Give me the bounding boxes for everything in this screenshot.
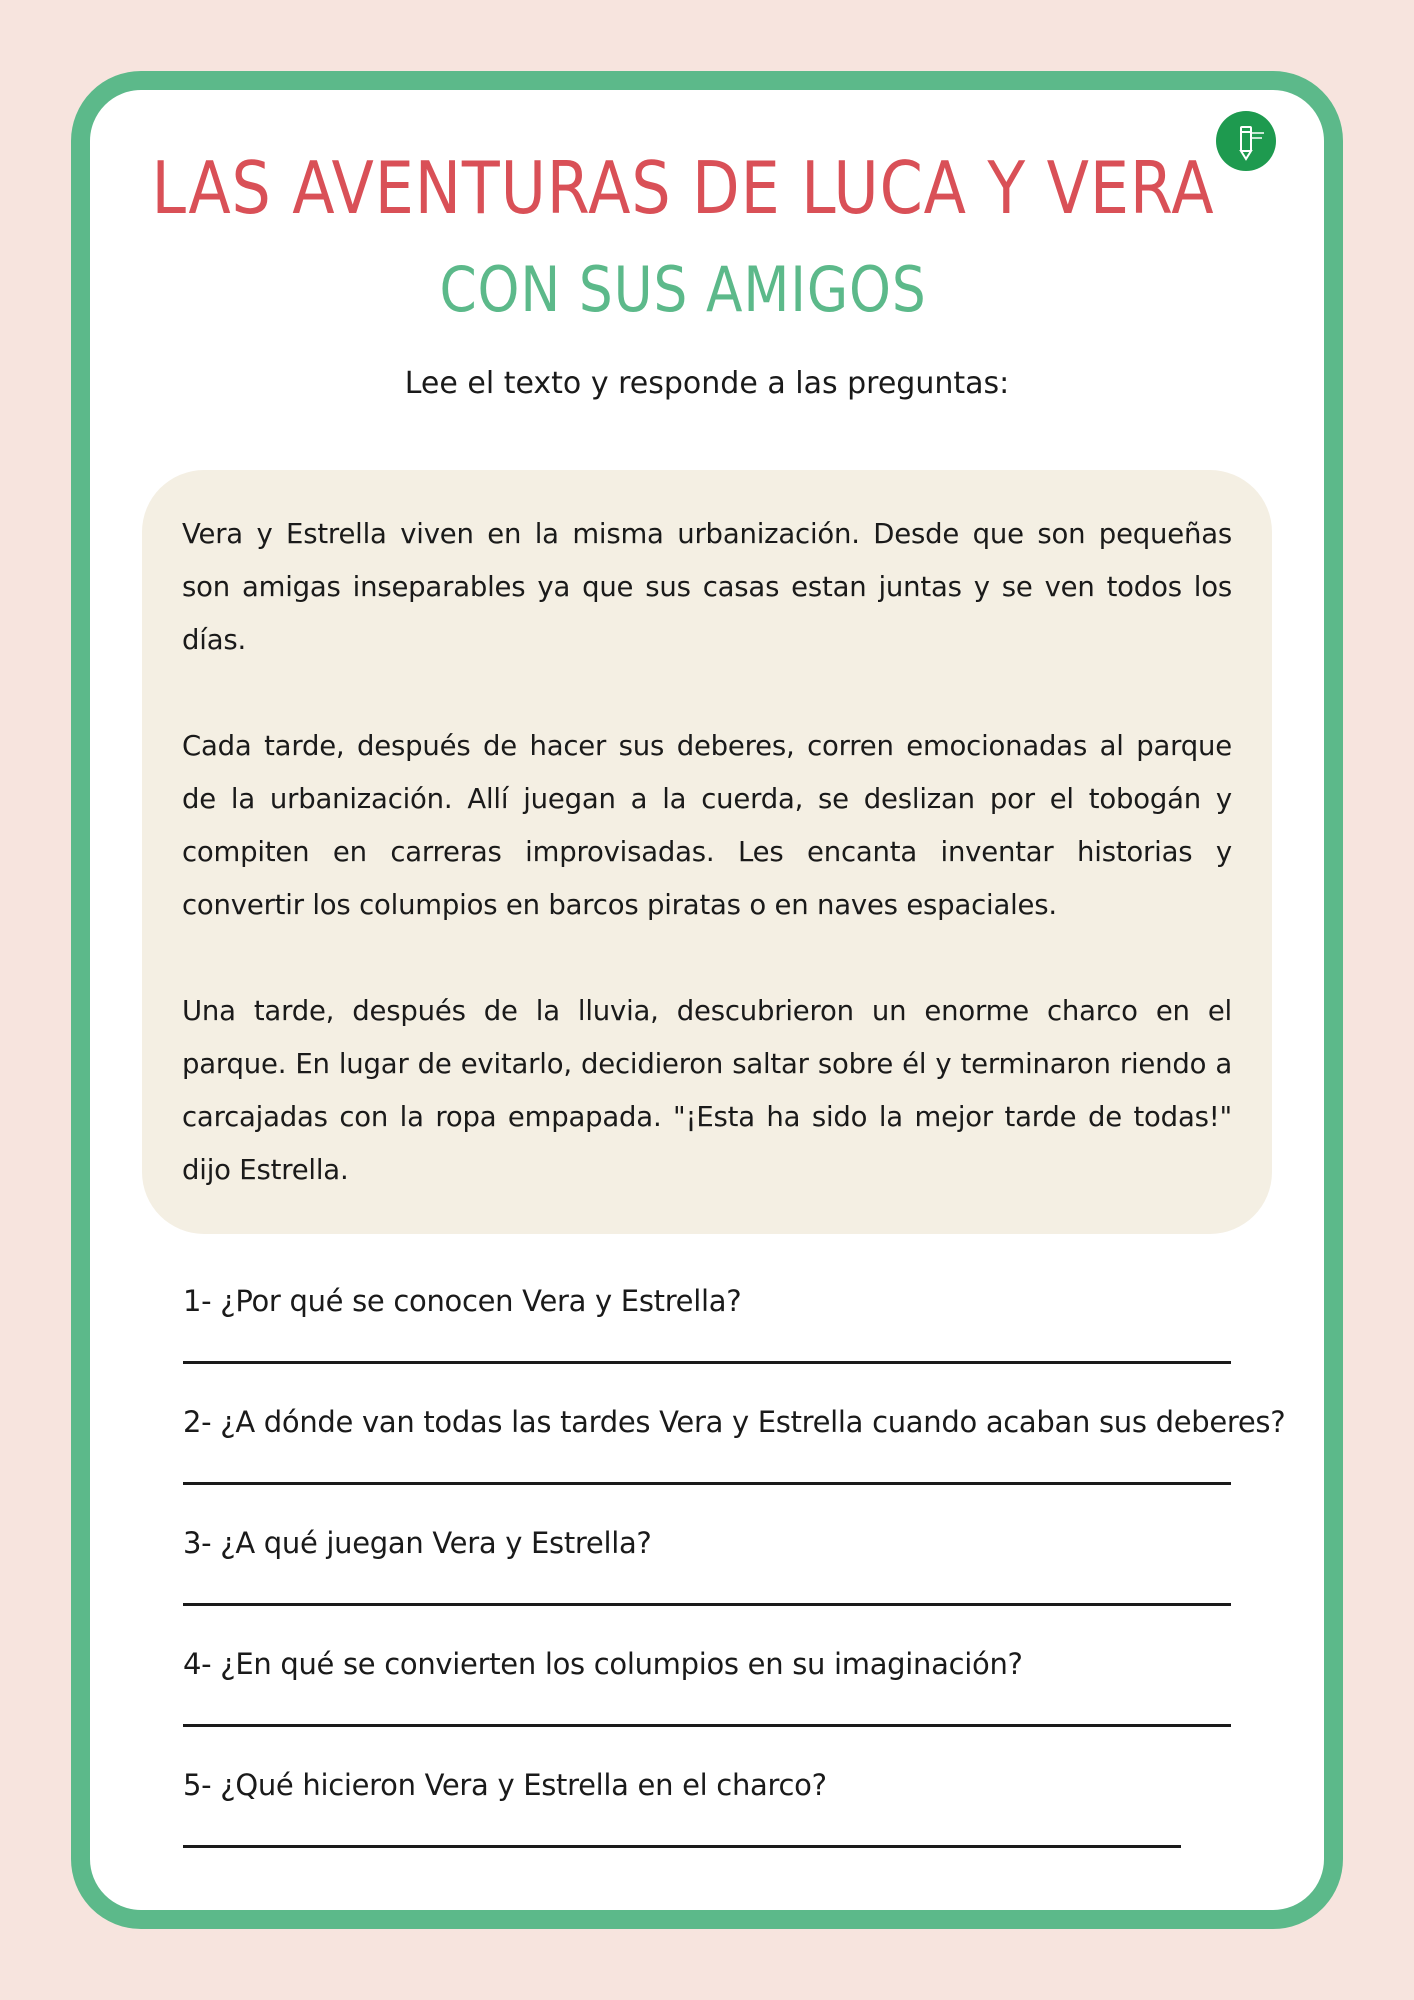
question-text: 1- ¿Por qué se conocen Vera y Estrella? — [183, 1284, 742, 1318]
answer-line[interactable] — [183, 1482, 1231, 1485]
question-text: 4- ¿En qué se convierten los columpios en su imaginación? — [183, 1647, 1023, 1681]
page-title: LAS AVENTURAS DE LUCA Y VERA — [151, 146, 1215, 230]
passage-paragraph-3: Una tarde, después de la lluvia, descubrieron un enorme charco en el parque. En lugar de evitarlo, decidieron saltar sobre él y terminaron riendo a carcajadas con la ropa empapada. "¡Esta ha sido la mejor tarde de todas!" dijo Estrella. — [182, 995, 1232, 1186]
passage-paragraph-2: Cada tarde, después de hacer sus deberes, corren emocionadas al parque de la urbanización. Allí juegan a la cuerda, se deslizan por el tobogán y compiten en carreras improvisadas. Les encanta inventar historias y convertir los columpios en barcos piratas o en naves espaciales. — [182, 730, 1232, 921]
question-text: 5- ¿Qué hicieron Vera y Estrella en el charco? — [183, 1768, 827, 1802]
passage-paragraph-1: Vera y Estrella viven en la misma urbanización. Desde que son pequeñas son amigas inseparables ya que sus casas estan juntas y se ven todos los días. — [182, 518, 1232, 656]
answer-line[interactable] — [183, 1845, 1181, 1848]
answer-line[interactable] — [183, 1361, 1231, 1364]
answer-line[interactable] — [183, 1724, 1231, 1727]
answer-line[interactable] — [183, 1603, 1231, 1606]
reading-passage — [142, 470, 1272, 1234]
page-subtitle: CON SUS AMIGOS — [439, 253, 927, 326]
question-text: 2- ¿A dónde van todas las tardes Vera y Estrella cuando acaban sus deberes? — [183, 1405, 1286, 1439]
question-item-3 — [183, 1518, 1231, 1639]
question-text: 3- ¿A qué juegan Vera y Estrella? — [183, 1526, 652, 1560]
question-item-4 — [183, 1639, 1231, 1760]
question-item-5 — [183, 1760, 1231, 1881]
question-item-2 — [183, 1397, 1286, 1518]
question-item-1 — [183, 1276, 1231, 1397]
question-list — [183, 1276, 1286, 1881]
instruction-text: Lee el texto y responde a las preguntas: — [404, 366, 1010, 401]
